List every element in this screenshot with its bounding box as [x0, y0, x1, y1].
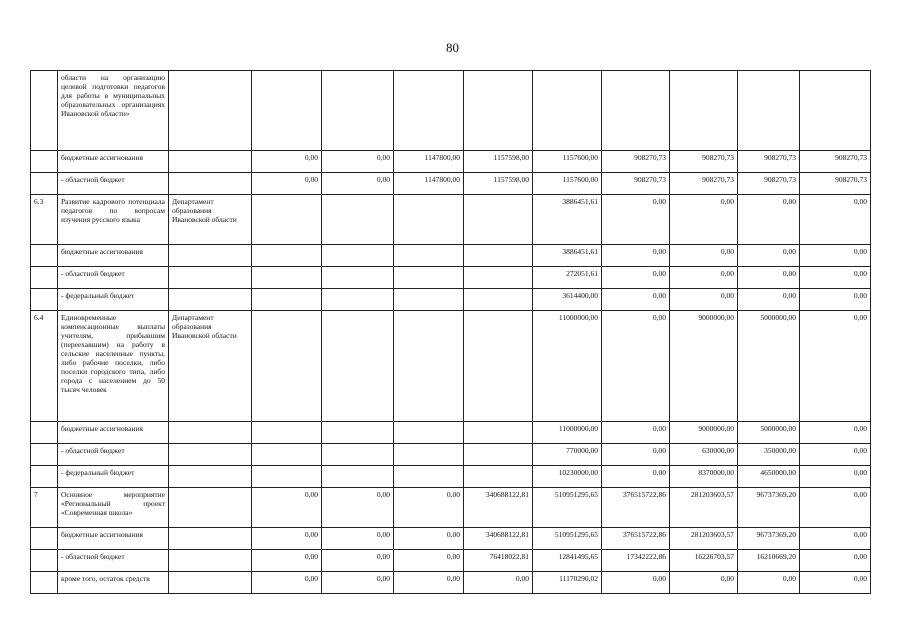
row-code-cell	[31, 422, 58, 444]
row-value-cell: 0,00	[252, 151, 322, 173]
row-value-cell: 0,00	[602, 289, 670, 311]
row-executor-cell	[169, 245, 252, 267]
row-value-cell: 908270,73	[738, 151, 800, 173]
row-name-cell: Развитие кадрового потенциала педагогов по вопросам изучения русского языка	[58, 195, 169, 245]
row-value-cell: 1147800,00	[394, 151, 464, 173]
row-value-cell: 0,00	[800, 289, 871, 311]
row-value-cell: 272051,61	[533, 267, 602, 289]
row-name-cell: Основное мероприятие «Региональный проект «Современная школа»	[58, 488, 169, 528]
row-value-cell	[252, 267, 322, 289]
row-value-cell: 908270,73	[800, 173, 871, 195]
row-value-cell: 0,00	[800, 572, 871, 594]
row-value-cell: 0,00	[800, 422, 871, 444]
row-value-cell	[394, 289, 464, 311]
row-value-cell: 0,00	[670, 289, 738, 311]
row-value-cell: 3886451,61	[533, 195, 602, 245]
table-row	[31, 311, 871, 422]
row-executor-cell	[169, 488, 252, 528]
row-name-cell: - областной бюджет	[58, 550, 169, 572]
row-value-cell: 11000000,00	[533, 422, 602, 444]
row-executor-cell	[169, 444, 252, 466]
row-value-cell: 0,00	[602, 422, 670, 444]
row-value-cell: 3886451,61	[533, 245, 602, 267]
row-value-cell: 0,00	[800, 528, 871, 550]
row-value-cell	[252, 466, 322, 488]
row-value-cell: 340688122,81	[464, 488, 533, 528]
row-value-cell: 76418022,81	[464, 550, 533, 572]
row-value-cell: 0,00	[670, 245, 738, 267]
row-value-cell	[464, 466, 533, 488]
row-value-cell	[602, 71, 670, 151]
row-code-cell	[31, 528, 58, 550]
row-name-cell: Единовременные компенсационные выплаты учителям, прибывшим (переехавшим) на работу в сельские населенные пункты, либо рабочие поселки, либо поселки городского типа, либо города с населением до 50 тысяч человек	[58, 311, 169, 422]
row-executor-cell	[169, 71, 252, 151]
row-value-cell: 8370000,00	[670, 466, 738, 488]
row-value-cell: 0,00	[738, 289, 800, 311]
row-value-cell	[464, 245, 533, 267]
row-code-cell	[31, 550, 58, 572]
row-value-cell: 96737369,20	[738, 528, 800, 550]
row-value-cell: 908270,73	[602, 173, 670, 195]
row-value-cell: 0,00	[464, 572, 533, 594]
row-value-cell: 0,00	[252, 488, 322, 528]
row-value-cell: 9000000,00	[670, 311, 738, 422]
row-value-cell: 5000000,00	[738, 422, 800, 444]
row-code-cell	[31, 151, 58, 173]
row-executor-cell	[169, 267, 252, 289]
table-row	[31, 572, 871, 594]
row-value-cell: 281203603,57	[670, 528, 738, 550]
row-value-cell: 0,00	[738, 572, 800, 594]
row-value-cell: 17342222,86	[602, 550, 670, 572]
row-value-cell: 0,00	[252, 550, 322, 572]
row-value-cell: 0,00	[738, 267, 800, 289]
row-value-cell: 908270,73	[602, 151, 670, 173]
row-value-cell	[464, 444, 533, 466]
row-value-cell: 0,00	[670, 267, 738, 289]
row-value-cell: 0,00	[322, 572, 394, 594]
row-value-cell: 11000000,00	[533, 311, 602, 422]
row-code-cell	[31, 173, 58, 195]
row-value-cell: 12841495,65	[533, 550, 602, 572]
row-value-cell: 0,00	[252, 173, 322, 195]
row-value-cell	[252, 422, 322, 444]
row-value-cell: 0,00	[322, 151, 394, 173]
page-number: 80	[446, 40, 459, 55]
row-value-cell	[394, 311, 464, 422]
row-value-cell	[464, 311, 533, 422]
row-value-cell	[322, 195, 394, 245]
row-value-cell: 630000,00	[670, 444, 738, 466]
row-value-cell	[252, 195, 322, 245]
row-code-cell: 6.4	[31, 311, 58, 422]
row-value-cell: 4650000,00	[738, 466, 800, 488]
row-name-cell: - областной бюджет	[58, 173, 169, 195]
row-value-cell	[252, 444, 322, 466]
row-executor-cell	[169, 151, 252, 173]
row-value-cell	[322, 245, 394, 267]
row-value-cell: 1157600,00	[533, 151, 602, 173]
row-value-cell	[464, 422, 533, 444]
table-row	[31, 528, 871, 550]
row-name-cell: бюджетные ассигнования	[58, 528, 169, 550]
row-value-cell: 0,00	[800, 267, 871, 289]
table-row	[31, 550, 871, 572]
row-value-cell	[252, 311, 322, 422]
row-value-cell	[394, 466, 464, 488]
row-value-cell: 0,00	[800, 195, 871, 245]
row-value-cell	[322, 289, 394, 311]
row-value-cell: 0,00	[394, 550, 464, 572]
row-value-cell	[670, 71, 738, 151]
row-value-cell	[322, 267, 394, 289]
row-value-cell: 0,00	[738, 195, 800, 245]
row-value-cell: 0,00	[322, 488, 394, 528]
row-value-cell	[464, 267, 533, 289]
row-value-cell: 1157598,00	[464, 151, 533, 173]
table-row	[31, 267, 871, 289]
row-executor-cell	[169, 528, 252, 550]
row-value-cell: 3614400,00	[533, 289, 602, 311]
row-name-cell: - федеральный бюджет	[58, 289, 169, 311]
row-value-cell: 0,00	[738, 245, 800, 267]
row-value-cell: 0,00	[322, 528, 394, 550]
row-value-cell: 0,00	[670, 195, 738, 245]
row-value-cell: 0,00	[800, 550, 871, 572]
row-value-cell: 0,00	[394, 572, 464, 594]
row-executor-cell	[169, 550, 252, 572]
row-value-cell: 10230000,00	[533, 466, 602, 488]
table-row	[31, 444, 871, 466]
row-name-cell: - областной бюджет	[58, 267, 169, 289]
row-value-cell: 908270,73	[670, 173, 738, 195]
row-value-cell: 0,00	[602, 466, 670, 488]
row-executor-cell	[169, 466, 252, 488]
table-row	[31, 195, 871, 245]
row-value-cell: 1147800,00	[394, 173, 464, 195]
row-value-cell: 0,00	[252, 572, 322, 594]
row-value-cell: 908270,73	[800, 151, 871, 173]
row-value-cell	[252, 245, 322, 267]
row-value-cell	[322, 466, 394, 488]
row-value-cell: 770000,00	[533, 444, 602, 466]
row-value-cell	[394, 267, 464, 289]
row-name-cell: бюджетные ассигнования	[58, 422, 169, 444]
row-executor-cell: Департамент образования Ивановской области	[169, 195, 252, 245]
row-executor-cell: Департамент образования Ивановской области	[169, 311, 252, 422]
row-value-cell	[738, 71, 800, 151]
row-name-cell: кроме того, остаток средств	[58, 572, 169, 594]
row-value-cell: 1157600,00	[533, 173, 602, 195]
row-value-cell	[533, 71, 602, 151]
row-value-cell	[464, 289, 533, 311]
row-executor-cell	[169, 289, 252, 311]
row-value-cell: 11170290,02	[533, 572, 602, 594]
row-value-cell: 0,00	[602, 267, 670, 289]
row-value-cell	[322, 422, 394, 444]
table-row	[31, 422, 871, 444]
row-value-cell: 0,00	[322, 173, 394, 195]
row-executor-cell	[169, 422, 252, 444]
row-name-cell: - областной бюджет	[58, 444, 169, 466]
row-value-cell	[464, 71, 533, 151]
row-value-cell: 0,00	[252, 528, 322, 550]
row-value-cell: 1157598,00	[464, 173, 533, 195]
row-code-cell	[31, 289, 58, 311]
row-value-cell: 340688122,81	[464, 528, 533, 550]
row-code-cell: 7	[31, 488, 58, 528]
table-row	[31, 71, 871, 151]
row-value-cell: 376515722,86	[602, 488, 670, 528]
row-value-cell	[322, 71, 394, 151]
row-value-cell: 908270,73	[670, 151, 738, 173]
row-code-cell: 6.3	[31, 195, 58, 245]
row-code-cell	[31, 71, 58, 151]
row-value-cell: 0,00	[602, 245, 670, 267]
table-row	[31, 289, 871, 311]
row-value-cell: 0,00	[394, 528, 464, 550]
row-name-cell: области на организацию целевой подготовки педагогов для работы в муниципальных образовательных организациях Ивановской области»	[58, 71, 169, 151]
row-value-cell: 0,00	[800, 444, 871, 466]
row-value-cell: 16210669,20	[738, 550, 800, 572]
row-value-cell	[394, 444, 464, 466]
row-value-cell	[252, 289, 322, 311]
row-executor-cell	[169, 173, 252, 195]
row-code-cell	[31, 267, 58, 289]
table-row	[31, 488, 871, 528]
row-value-cell: 0,00	[800, 245, 871, 267]
row-value-cell: 0,00	[602, 195, 670, 245]
row-value-cell: 0,00	[602, 444, 670, 466]
row-value-cell	[394, 422, 464, 444]
row-code-cell	[31, 245, 58, 267]
row-value-cell: 376515722,86	[602, 528, 670, 550]
row-executor-cell	[169, 572, 252, 594]
table-row	[31, 173, 871, 195]
row-code-cell	[31, 444, 58, 466]
row-value-cell: 0,00	[394, 488, 464, 528]
row-value-cell	[252, 71, 322, 151]
row-value-cell: 96737369,20	[738, 488, 800, 528]
row-value-cell: 0,00	[602, 572, 670, 594]
budget-table	[30, 70, 871, 594]
table-row	[31, 245, 871, 267]
row-value-cell	[394, 195, 464, 245]
row-value-cell: 510951295,65	[533, 488, 602, 528]
table-row	[31, 466, 871, 488]
row-value-cell	[322, 444, 394, 466]
row-code-cell	[31, 466, 58, 488]
row-value-cell: 0,00	[800, 466, 871, 488]
row-value-cell: 9000000,00	[670, 422, 738, 444]
row-code-cell	[31, 572, 58, 594]
row-value-cell: 0,00	[322, 550, 394, 572]
row-value-cell	[394, 71, 464, 151]
row-value-cell: 0,00	[800, 311, 871, 422]
row-value-cell: 0,00	[800, 488, 871, 528]
row-value-cell: 5000000,00	[738, 311, 800, 422]
row-value-cell: 16226703,57	[670, 550, 738, 572]
row-value-cell	[322, 311, 394, 422]
row-value-cell	[394, 245, 464, 267]
row-value-cell: 908270,73	[738, 173, 800, 195]
row-value-cell: 0,00	[602, 311, 670, 422]
row-value-cell	[800, 71, 871, 151]
table-row	[31, 151, 871, 173]
row-name-cell: бюджетные ассигнования	[58, 151, 169, 173]
row-value-cell: 281203603,57	[670, 488, 738, 528]
row-value-cell: 510951295,65	[533, 528, 602, 550]
row-value-cell: 0,00	[670, 572, 738, 594]
row-name-cell: бюджетные ассигнования	[58, 245, 169, 267]
row-value-cell: 350000,00	[738, 444, 800, 466]
row-name-cell: - федеральный бюджет	[58, 466, 169, 488]
row-value-cell	[464, 195, 533, 245]
